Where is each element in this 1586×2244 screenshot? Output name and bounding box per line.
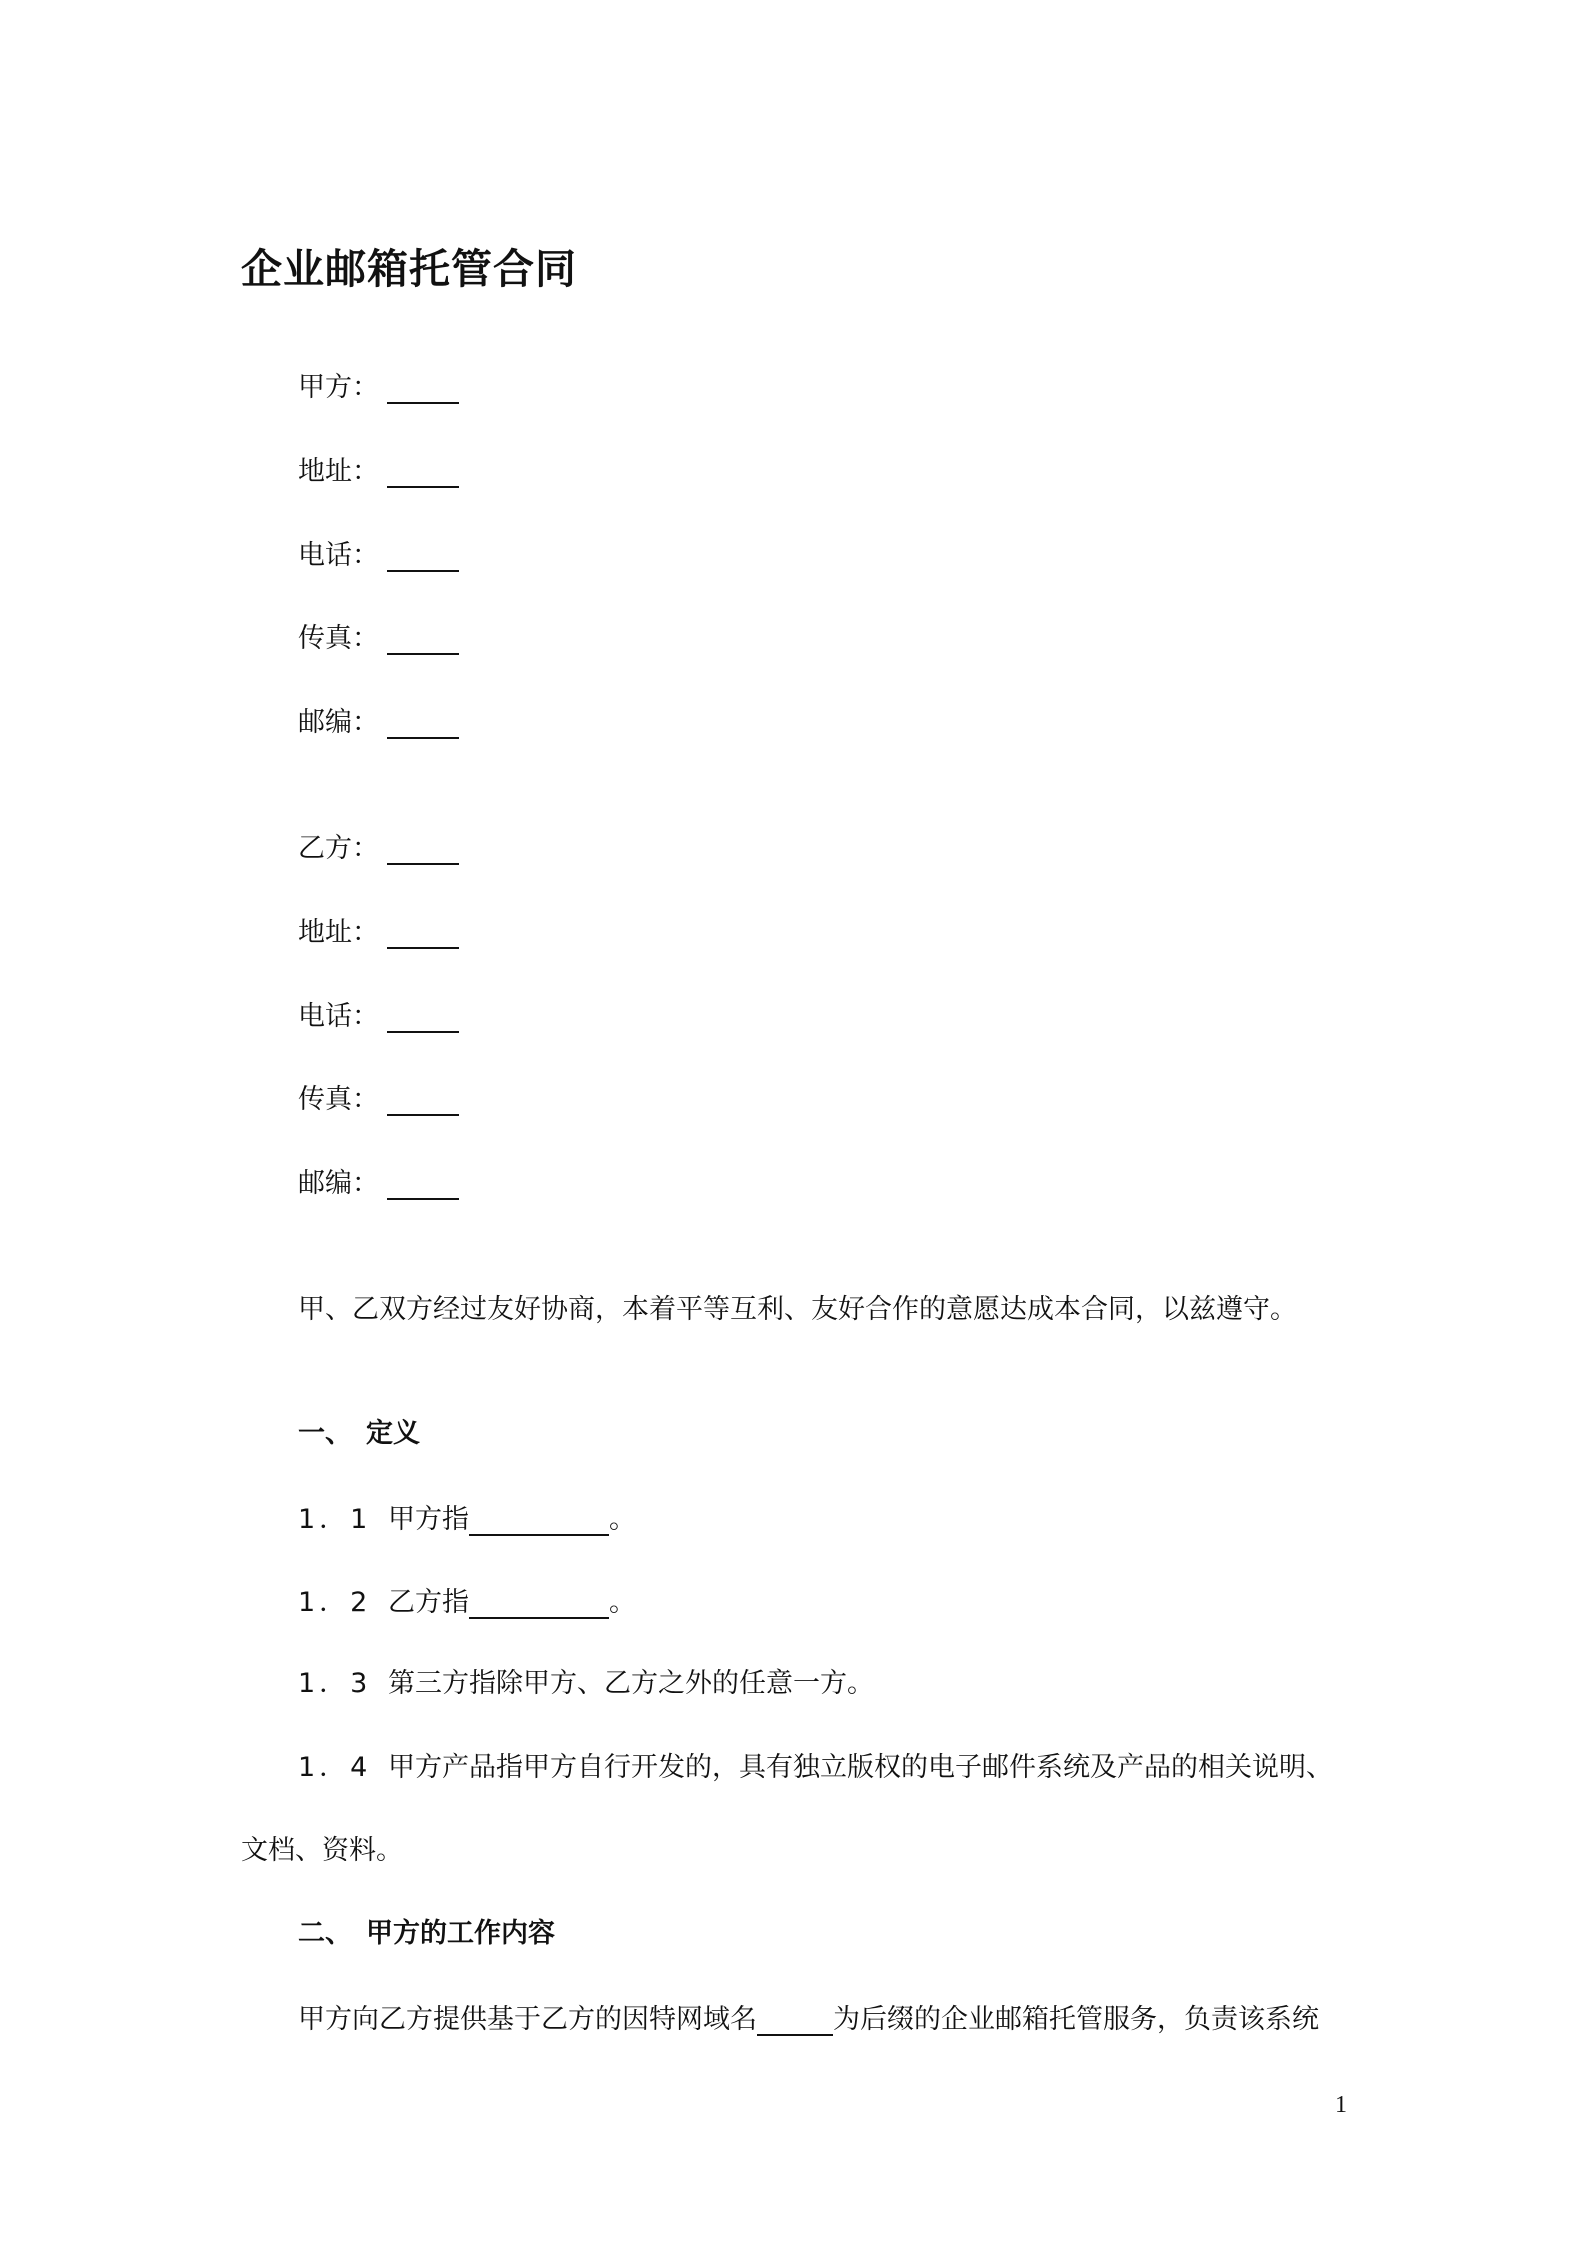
section-1-title: 定义 bbox=[366, 1418, 420, 1449]
section-2-text-after: 为后缀的企业邮箱托管服务，负责该系统 bbox=[833, 2004, 1319, 2035]
party-b-address-label: 地址： bbox=[298, 917, 379, 948]
party-b-postcode-blank bbox=[387, 1198, 459, 1200]
party-b-blank bbox=[387, 863, 459, 865]
clause-1-2-text: 乙方指 bbox=[388, 1587, 469, 1618]
party-b-postcode-label: 邮编： bbox=[298, 1168, 379, 1199]
document-title: 企业邮箱托管合同 bbox=[241, 245, 577, 293]
party-a-address-field bbox=[298, 452, 459, 492]
party-b-fax-blank bbox=[387, 1114, 459, 1116]
section-1-heading bbox=[298, 1414, 420, 1454]
party-a-address-label: 地址： bbox=[298, 456, 379, 487]
party-b-phone-field bbox=[298, 997, 459, 1037]
party-a-field bbox=[298, 368, 459, 408]
clause-1-4-text: 甲方产品指甲方自行开发的，具有独立版权的电子邮件系统及产品的相关说明、 bbox=[388, 1752, 1333, 1783]
clause-1-1 bbox=[298, 1500, 636, 1540]
intro-paragraph: 甲、乙双方经过友好协商，本着平等互利、友好合作的意愿达成本合同，以兹遵守。 bbox=[298, 1294, 1297, 1325]
party-a-fax-label: 传真： bbox=[298, 623, 379, 654]
party-b-phone-label: 电话： bbox=[298, 1001, 379, 1032]
section-1-number: 一、 bbox=[298, 1418, 352, 1449]
clause-1-4-number: 1．4 bbox=[298, 1752, 372, 1783]
clause-1-3-text: 第三方指除甲方、乙方之外的任意一方。 bbox=[388, 1668, 874, 1699]
party-b-label: 乙方： bbox=[298, 833, 379, 864]
party-a-phone-label: 电话： bbox=[298, 540, 379, 571]
clause-1-2-end: 。 bbox=[609, 1587, 636, 1618]
party-a-fax-field bbox=[298, 619, 459, 659]
section-2-text-before: 甲方向乙方提供基于乙方的因特网域名 bbox=[298, 2004, 757, 2035]
party-a-phone-field bbox=[298, 536, 459, 576]
clause-1-1-end: 。 bbox=[609, 1504, 636, 1535]
party-a-postcode-label: 邮编： bbox=[298, 707, 379, 738]
clause-1-3 bbox=[298, 1664, 874, 1704]
clause-1-4 bbox=[298, 1748, 1333, 1788]
party-a-postcode-field bbox=[298, 703, 459, 743]
clause-1-2-blank bbox=[469, 1587, 609, 1619]
party-a-postcode-blank bbox=[387, 737, 459, 739]
party-b-postcode-field bbox=[298, 1164, 459, 1204]
section-2-number: 二、 bbox=[298, 1918, 352, 1949]
domain-blank bbox=[757, 2004, 833, 2036]
section-2-title: 甲方的工作内容 bbox=[366, 1918, 555, 1949]
party-a-address-blank bbox=[387, 486, 459, 488]
clause-1-2 bbox=[298, 1583, 636, 1623]
clause-1-1-blank bbox=[469, 1504, 609, 1536]
party-b-fax-field bbox=[298, 1080, 459, 1120]
party-a-label: 甲方： bbox=[298, 372, 379, 403]
party-a-fax-blank bbox=[387, 653, 459, 655]
section-2-paragraph bbox=[298, 2000, 1319, 2040]
party-b-address-blank bbox=[387, 947, 459, 949]
party-a-blank bbox=[387, 402, 459, 404]
section-2-heading bbox=[298, 1914, 555, 1954]
clause-1-3-number: 1．3 bbox=[298, 1668, 372, 1699]
party-a-phone-blank bbox=[387, 570, 459, 572]
party-b-address-field bbox=[298, 913, 459, 953]
party-b-phone-blank bbox=[387, 1031, 459, 1033]
party-b-field bbox=[298, 829, 459, 869]
clause-1-4-continuation: 文档、资料。 bbox=[241, 1835, 403, 1866]
party-b-fax-label: 传真： bbox=[298, 1084, 379, 1115]
clause-1-1-text: 甲方指 bbox=[388, 1504, 469, 1535]
clause-1-2-number: 1．2 bbox=[298, 1587, 372, 1618]
clause-1-1-number: 1．1 bbox=[298, 1504, 372, 1535]
page-number: 1 bbox=[1335, 2092, 1347, 2118]
